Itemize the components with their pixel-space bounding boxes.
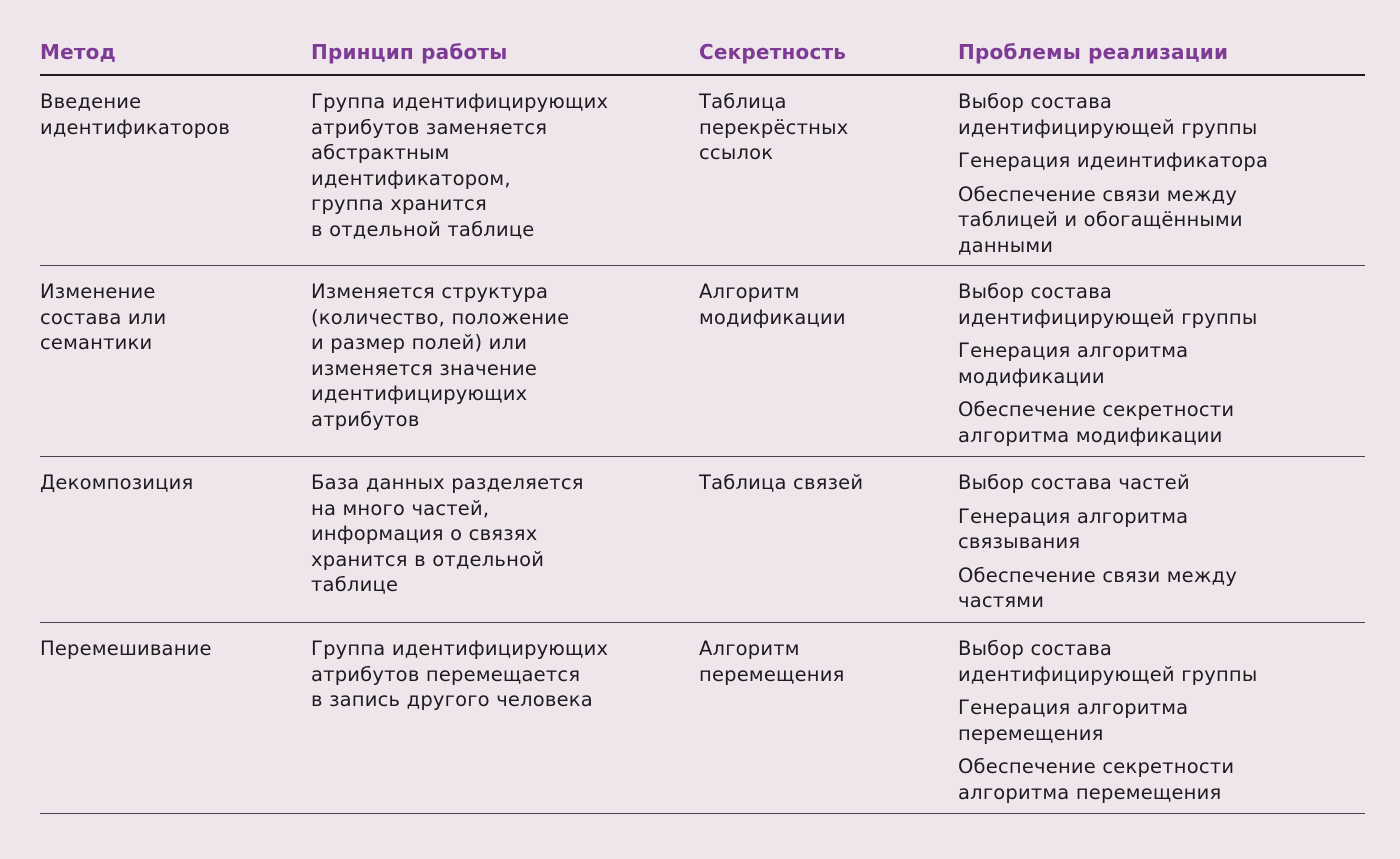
problems-cell [958, 89, 1363, 258]
secrecy-cell: Алгоритм перемещения [699, 637, 845, 686]
problem-item: Обеспечение связи между частями [958, 563, 1238, 612]
table-row [40, 76, 1365, 266]
principle-cell: Группа идентифицирующих атрибутов перемещается в запись другого человека [311, 637, 609, 711]
anonymization-methods-table [40, 36, 1365, 814]
header-method: Метод [40, 40, 116, 64]
table-row [40, 457, 1365, 623]
problem-item: Выбор состава частей [958, 471, 1190, 494]
table-header [40, 36, 1365, 76]
problems-cell [958, 279, 1363, 448]
header-secrecy: Секретность [699, 40, 847, 64]
header-principle: Принцип работы [311, 40, 508, 64]
secrecy-cell: Алгоритм модификации [699, 280, 846, 329]
problem-item: Выбор состава идентифицирующей группы [958, 637, 1258, 686]
method-cell: Декомпозиция [40, 471, 194, 494]
principle-cell: База данных разделяется на много частей, информация о связях хранится в отдельной таблице [311, 471, 584, 596]
problems-cell [958, 470, 1363, 614]
principle-cell: Группа идентифицирующих атрибутов заменяется абстрактным идентификатором, группа хранится в отдельной таблице [311, 90, 609, 241]
secrecy-cell: Таблица перекрёстных ссылок [699, 90, 849, 164]
problem-item: Генерация алгоритма связывания [958, 504, 1189, 553]
method-cell: Введение идентификаторов [40, 90, 231, 139]
problem-item: Выбор состава идентифицирующей группы [958, 90, 1258, 139]
problem-item: Генерация алгоритма модификации [958, 339, 1189, 388]
method-cell: Перемешивание [40, 637, 212, 660]
method-cell: Изменение состава или семантики [40, 280, 167, 354]
header-problems: Проблемы реализации [958, 40, 1229, 64]
problem-item: Обеспечение секретности алгоритма перемещения [958, 755, 1235, 804]
problem-item: Обеспечение связи между таблицей и обогащёнными данными [958, 182, 1243, 257]
problem-item: Выбор состава идентифицирующей группы [958, 280, 1258, 329]
problem-item: Обеспечение секретности алгоритма модификации [958, 398, 1235, 447]
problems-cell [958, 636, 1363, 805]
table-row [40, 266, 1365, 457]
table-row [40, 623, 1365, 814]
problem-item: Генерация алгоритма перемещения [958, 696, 1189, 745]
secrecy-cell: Таблица связей [699, 471, 864, 494]
principle-cell: Изменяется структура (количество, положение и размер полей) или изменяется значение идентифицирующих атрибутов [311, 280, 570, 431]
problem-item: Генерация идеинтификатора [958, 149, 1269, 172]
